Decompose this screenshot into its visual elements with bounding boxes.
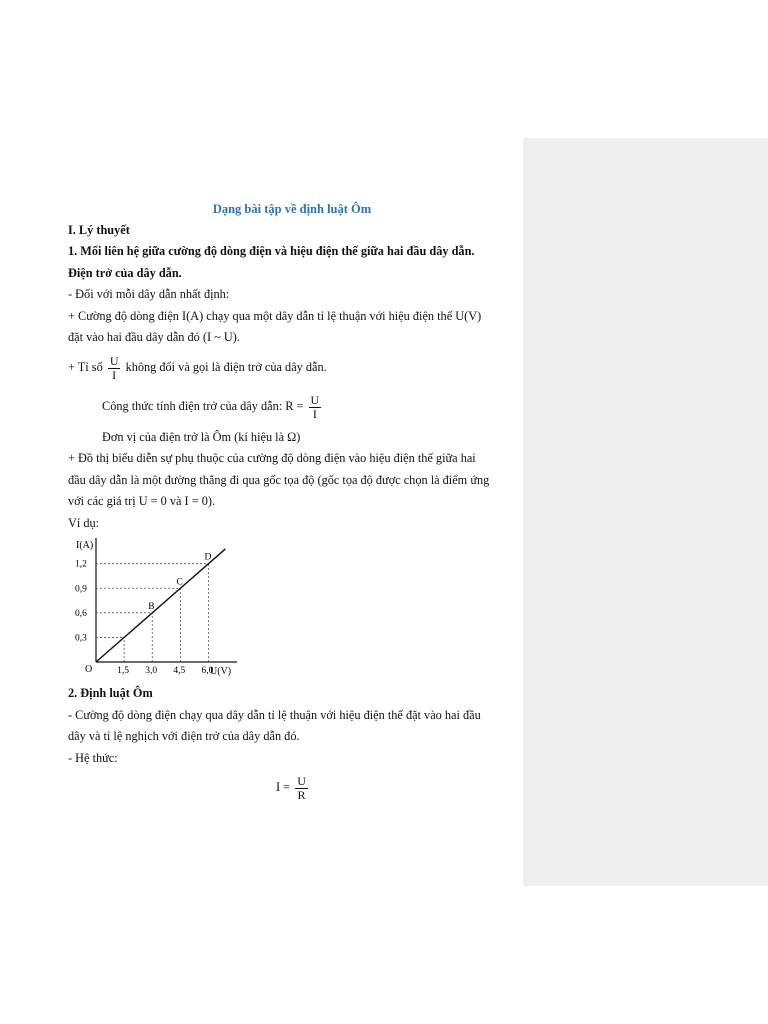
fraction-numerator: U — [109, 353, 119, 368]
y-axis-label: I(A) — [76, 540, 94, 551]
fraction-u-over-i — [309, 394, 322, 421]
fraction-u-over-r — [295, 775, 308, 802]
comment-pane — [523, 138, 768, 886]
y-tick-label: 0,3 — [75, 633, 87, 644]
paragraph-line: - Hệ thức: — [68, 751, 118, 765]
fraction-numerator: U — [310, 392, 320, 407]
point-label: C — [176, 577, 183, 588]
paragraph-line: với các giá trị U = 0 và I = 0). — [68, 494, 216, 508]
x-tick-label: 6,0 — [201, 666, 214, 676]
subheading-1-line2: Điện trở của dây dẫn. — [68, 266, 182, 280]
paragraph-line: + Cường độ dòng điện I(A) chạy qua một dây dẫn tỉ lệ thuận với hiệu điện thế U(V) — [68, 309, 482, 323]
paragraph-line: + Đồ thị biểu diễn sự phụ thuộc của cường độ dòng điện vào hiệu điện thế giữa hai — [68, 451, 476, 465]
subheading-1-line1: 1. Mối liên hệ giữa cường độ dòng điện và hiệu điện thế giữa hai đầu dây dẫn. — [68, 244, 475, 258]
example-label: Ví dụ: — [68, 516, 100, 530]
fraction-numerator: U — [297, 773, 306, 788]
x-tick-label: 1,5 — [117, 666, 129, 676]
formula-left: I = — [276, 780, 291, 794]
y-tick-label: 0,6 — [75, 608, 87, 619]
ratio-sentence — [68, 352, 327, 382]
document-title: Dạng bài tập về định luật Ôm — [212, 202, 372, 216]
ratio-prefix: + Tỉ số — [68, 360, 103, 374]
ohm-law-graph — [70, 536, 245, 680]
fraction-denominator: I — [112, 367, 117, 382]
fraction-u-over-i — [108, 355, 121, 382]
formula-label: Công thức tính điện trở của dây dẫn: — [102, 399, 283, 413]
x-axis-label: U(V) — [210, 666, 232, 677]
ohm-law-formula — [276, 770, 310, 804]
paragraph-line: đầu dây dẫn là một đường thẳng đi qua gốc tọa độ (gốc tọa độ được chọn là điểm ứng — [68, 473, 490, 487]
x-tick-label: 4,5 — [173, 666, 186, 676]
unit-line: Đơn vị của điện trở là Ôm (kí hiệu là Ω) — [102, 430, 301, 444]
paragraph-line: đặt vào hai đầu dây dẫn đó (I ~ U). — [68, 330, 240, 344]
paragraph-line: - Cường độ dòng điện chạy qua dây dẫn tỉ lệ thuận với hiệu điện thế đặt vào hai đầu — [68, 708, 481, 722]
fraction-denominator: I — [312, 406, 317, 421]
ratio-suffix: không đổi và gọi là điện trở của dây dẫn. — [125, 360, 327, 374]
origin-label: O — [85, 664, 93, 675]
y-tick-label: 1,2 — [75, 559, 87, 570]
x-tick-label: 3,0 — [145, 666, 158, 676]
fraction-denominator: R — [297, 787, 306, 802]
paragraph-line: - Đối với mỗi dây dẫn nhất định: — [68, 287, 230, 301]
point-label: B — [148, 601, 155, 612]
resistance-formula-line — [102, 391, 323, 421]
subheading-2: 2. Định luật Ôm — [68, 686, 153, 700]
section-heading: I. Lý thuyết — [68, 223, 130, 237]
y-tick-label: 0,9 — [75, 584, 87, 595]
point-label: D — [204, 552, 212, 563]
formula-left: R = — [285, 399, 304, 413]
paragraph-line: dây và tỉ lệ nghịch với điện trở của dây dẫn đó. — [68, 729, 300, 743]
series-line — [96, 549, 225, 662]
